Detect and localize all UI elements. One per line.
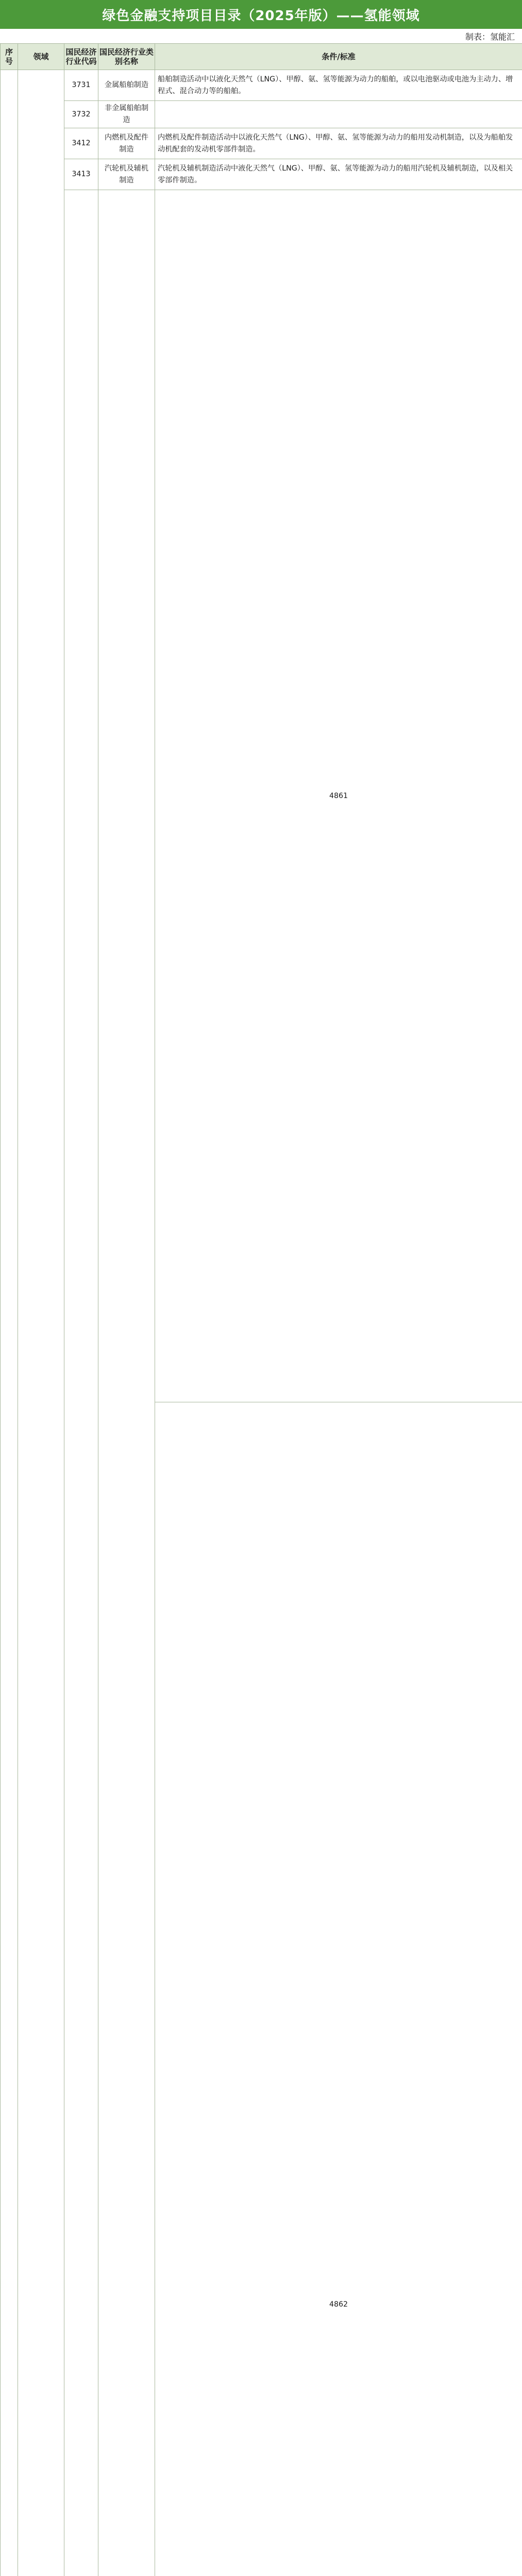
row-condition: 船舶制造活动中以液化天然气（LNG）、甲醇、氨、氢等能源为动力的船舶，或以电池驱动或电池为主动力、增程式、混合动力等的船舶。: [155, 70, 522, 101]
row-condition: 内燃机及配件制造活动中以液化天然气（LNG）、甲醇、氨、氢等能源为动力的船用发动机制造，以及为船舶发动机配套的发动机零部件制造。: [155, 128, 522, 159]
col-header-industry: 国民经济行业类别名称: [98, 44, 155, 70]
table-row: [1, 128, 522, 159]
catalog-table: [0, 43, 522, 2576]
table-header-row: [1, 44, 522, 70]
row-seq: [1, 70, 18, 2576]
table-row: [1, 159, 522, 190]
row-industry-name: 汽轮机及辅机制造: [98, 159, 155, 190]
row-code: 3413: [64, 159, 98, 190]
col-header-field: 领域: [18, 44, 64, 70]
col-header-condition: 条件/标准: [155, 44, 522, 70]
row-field: [18, 70, 64, 2576]
row-field: [98, 190, 155, 2576]
table-row: [1, 190, 522, 1402]
row-condition: 汽轮机及辅机制造活动中液化天然气（LNG）、甲醇、氨、氢等能源为动力的船用汽轮机及辅机制造，以及相关零部件制造。: [155, 159, 522, 190]
table-body: [1, 70, 522, 2576]
row-seq: [64, 190, 98, 2576]
page-note: 制表：氢能汇: [465, 30, 515, 42]
row-industry-name: 金属船舶制造: [98, 70, 155, 101]
row-code: 4862: [155, 1402, 522, 2576]
table-row: [1, 101, 522, 128]
row-industry-name: 非金属船舶制造: [98, 101, 155, 128]
row-code: 3732: [64, 101, 98, 128]
row-code: 4861: [155, 190, 522, 1402]
table-row: [1, 70, 522, 101]
row-industry-name: 内燃机及配件制造: [98, 128, 155, 159]
row-condition: [155, 101, 522, 128]
row-code: 3412: [64, 128, 98, 159]
page-title: 绿色金融支持项目目录（2025年版）——氢能领域: [102, 5, 419, 24]
col-header-code: 国民经济行业代码: [64, 44, 98, 70]
page-title-bar: [0, 0, 522, 29]
row-code: 3731: [64, 70, 98, 101]
col-header-seq: 序号: [1, 44, 18, 70]
page-note-row: [0, 29, 522, 43]
